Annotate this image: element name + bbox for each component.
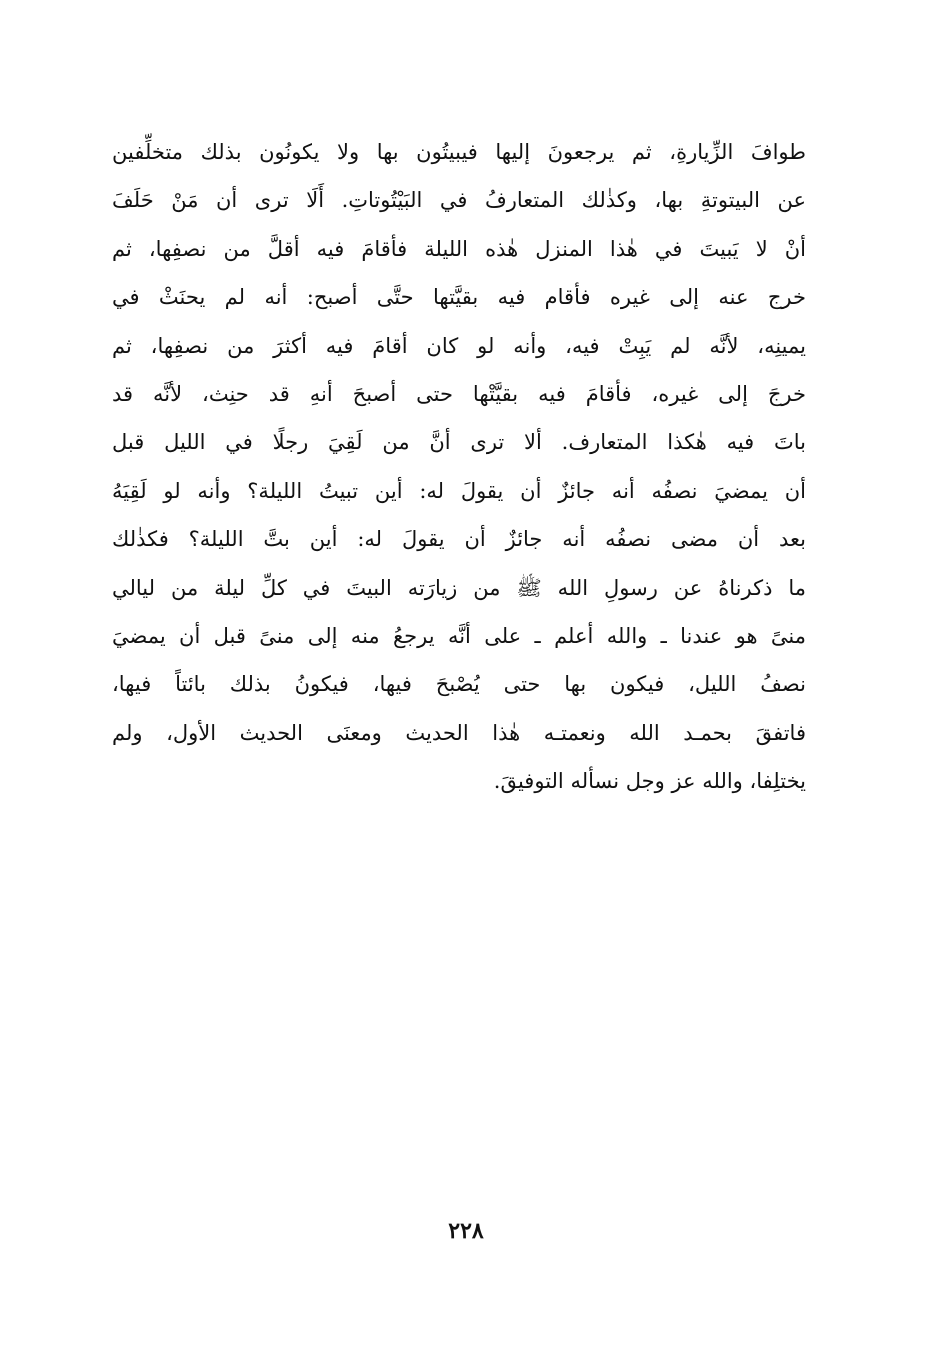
text-line: طوافَ الزِّيارةِ، ثم يرجعونَ إليها فيبيتُون بها ولا يكونُون بذلك متخلِّفين <box>112 140 806 164</box>
page-number: ٢٢٨ <box>448 1218 484 1244</box>
text-line: منىً هو عندنا ـ والله أعلم ـ على أنَّه يرجعُ منه إلى منىً قبل أن يمضيَ <box>112 623 806 648</box>
text-line: عن البيتوتةِ بها، وكذٰلك المتعارفُ في البَيْتُوتاتِ. أَلَا ترى أن مَنْ حَلَفَ <box>112 188 806 213</box>
text-line: أن يمضيَ نصفُه أنه جائزٌ أن يقولَ له: أين تبيتُ الليلة؟ وأنه لو لَقِيَهُ <box>112 478 806 503</box>
text-line: فاتفقَ بحمـد الله ونعمتـه هٰذا الحديث ومعنَى الحديث الأول، ولم <box>112 720 806 745</box>
text-line: يختلِفا، والله عز وجل نسأله التوفيقَ. <box>493 769 806 794</box>
text-line: باتَ فيه هٰكذا المتعارف. ألا ترى أنَّ من لَقِيَ رجلًا في الليل قبل <box>112 430 806 455</box>
text-line: يمينِه، لأنَّه لم يَبِتْ فيه، وأنه لو كان أقامَ فيه أكثرَ من نصفِها، ثم <box>112 333 806 358</box>
text-line: نصفُ الليل، فيكون بها حتى يُصْبحَ فيها، فيكونُ بذلك بائتاً فيها، <box>112 672 806 697</box>
text-line: خرج عنه إلى غيره فأقام فيه بقيَّتها حتَّى أصبح: أنه لم يحنَثْ في <box>112 285 806 310</box>
text-line: ما ذكرناهُ عن رسولِ الله ﷺ من زيارَته البيتَ في كلِّ ليلة من ليالي <box>112 575 806 600</box>
body-text <box>112 128 806 805</box>
text-line: بعد أن مضى نصفُه أنه جائزٌ أن يقولَ له: أين بتَّ الليلة؟ فكذٰلك <box>112 527 806 552</box>
text-line: خرجَ إلى غيره، فأقامَ فيه بقيَّتْها حتى أصبحَ أنهِ قد حنِث، لأنَّه قد <box>112 381 806 406</box>
text-line: أنْ لا يَبيتَ في هٰذا المنزل هٰذه الليلة فأقامَ فيه أقلَّ من نصفِها، ثم <box>112 236 806 261</box>
